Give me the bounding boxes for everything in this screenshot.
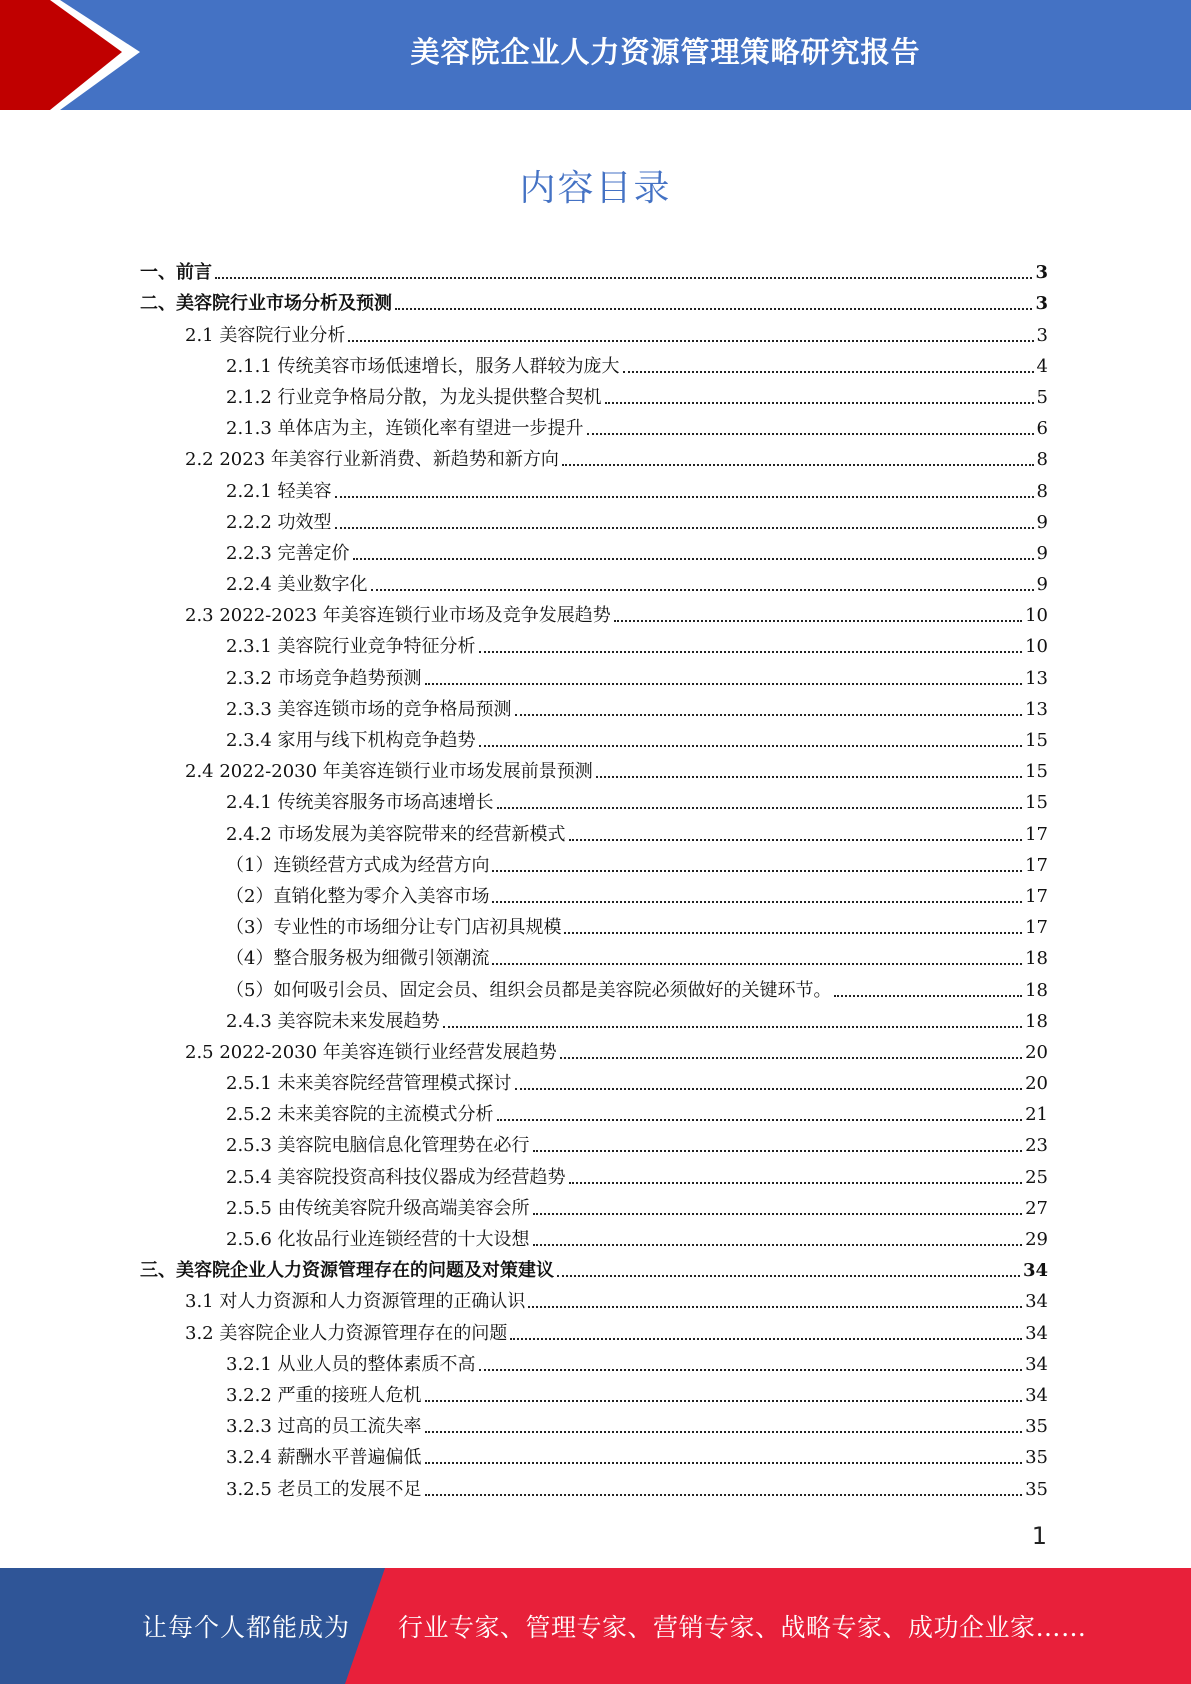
dot-leader	[425, 1494, 1023, 1496]
toc-entry[interactable]	[140, 1251, 1048, 1282]
toc-entry-page: 34	[1025, 1353, 1048, 1375]
toc-entry-page: 34	[1022, 1260, 1048, 1282]
dot-leader	[425, 1400, 1023, 1402]
toc-entry-title: 2.5.5 由传统美容院升级高端美容会所	[226, 1197, 530, 1219]
toc-entry[interactable]	[140, 534, 1048, 565]
toc-entry-title: 2.3.4 家用与线下机构竞争趋势	[226, 730, 476, 751]
toc-entry-title: 2.4.3 美容院未来发展趋势	[226, 1010, 440, 1032]
header-banner	[0, 0, 1191, 110]
toc-entry[interactable]	[140, 1469, 1048, 1500]
toc-entry[interactable]	[140, 846, 1048, 877]
toc-entry-page: 4	[1036, 355, 1048, 377]
dot-leader	[492, 963, 1022, 965]
dot-leader	[834, 995, 1022, 997]
dot-leader	[371, 589, 1034, 591]
toc-entry-title: （3）专业性的市场细分让专门店初具规模	[226, 917, 562, 939]
toc-entry-page: 29	[1025, 1229, 1048, 1250]
toc-entry-title: 2.5 2022-2030 年美容连锁行业经营发展趋势	[185, 1041, 557, 1063]
toc-entry-page: 35	[1025, 1416, 1048, 1438]
dot-leader	[510, 1338, 1022, 1340]
toc-entry[interactable]	[140, 315, 1048, 346]
toc-entry[interactable]	[140, 378, 1048, 409]
toc-entry[interactable]	[140, 721, 1048, 752]
dot-leader	[515, 714, 1023, 716]
toc-entry-page: 20	[1025, 1073, 1048, 1095]
toc-entry-page: 8	[1036, 449, 1048, 471]
toc-entry-title: 一、前言	[140, 262, 212, 284]
dot-leader	[492, 901, 1022, 903]
toc-entry[interactable]	[140, 627, 1048, 658]
toc-entry[interactable]	[140, 814, 1048, 845]
dot-leader	[353, 558, 1034, 560]
toc-entry-title: 3.1 对人力资源和人力资源管理的正确认识	[185, 1291, 526, 1313]
toc-entry[interactable]	[140, 783, 1048, 814]
toc-entry[interactable]	[140, 970, 1048, 1001]
footer-slogan-left: 让每个人都能成为	[142, 1613, 351, 1642]
toc-entry-page: 6	[1036, 418, 1048, 440]
toc-entry[interactable]	[140, 1126, 1048, 1157]
toc-entry-page: 3	[1035, 293, 1048, 315]
toc-entry-title: 2.4.2 市场发展为美容院带来的经营新模式	[226, 823, 566, 845]
toc-entry-title: 二、美容院行业市场分析及预测	[140, 293, 392, 315]
dot-leader	[425, 1462, 1023, 1464]
toc-entry[interactable]	[140, 1282, 1048, 1313]
toc-entry[interactable]	[140, 1157, 1048, 1188]
toc-entry-title: 2.3.1 美容院行业竞争特征分析	[226, 636, 476, 658]
toc-entry[interactable]	[140, 347, 1048, 378]
dot-leader	[479, 745, 1023, 747]
toc-entry-title: 2.1 美容院行业分析	[185, 324, 346, 346]
toc-entry-page: 18	[1025, 979, 1048, 1001]
toc-entry-page: 34	[1025, 1322, 1048, 1344]
toc-entry-page: 34	[1025, 1291, 1048, 1313]
dot-leader	[515, 1088, 1023, 1090]
toc-entry-page: 3	[1036, 324, 1048, 346]
toc-entry[interactable]	[140, 1345, 1048, 1376]
dot-leader	[335, 496, 1034, 498]
toc-entry-page: 17	[1025, 885, 1048, 907]
toc-entry[interactable]	[140, 1002, 1048, 1033]
toc-entry-title: 3.2.2 严重的接班人危机	[226, 1384, 422, 1406]
toc-entry-page: 17	[1025, 917, 1048, 939]
toc-entry-title: 2.1.1 传统美容市场低速增长，服务人群较为庞大	[226, 355, 620, 377]
toc-entry-page: 10	[1025, 605, 1048, 627]
chevron-arrow-icon	[0, 0, 160, 110]
toc-entry[interactable]	[140, 1313, 1048, 1344]
toc-entry-page: 17	[1025, 823, 1048, 845]
dot-leader	[605, 402, 1034, 404]
footer-banner	[0, 1568, 1191, 1684]
toc-entry-page: 34	[1025, 1384, 1048, 1406]
toc-entry-title: 2.4.1 传统美容服务市场高速增长	[226, 792, 494, 814]
dot-leader	[348, 340, 1033, 342]
toc-entry-title: 3.2.1 从业人员的整体素质不高	[226, 1353, 476, 1375]
toc-entry[interactable]	[140, 1064, 1048, 1095]
toc-entry-title: 2.2.4 美业数字化	[226, 574, 368, 596]
toc-entry-page: 23	[1025, 1135, 1048, 1157]
dot-leader	[395, 308, 1032, 310]
toc-entry-page: 15	[1025, 761, 1048, 783]
toc-entry-title: 2.2.1 轻美容	[226, 480, 332, 502]
table-of-contents	[140, 253, 1048, 1501]
page-number: 1	[1031, 1522, 1047, 1550]
toc-entry-page: 9	[1036, 511, 1048, 533]
toc-entry-title: 2.4 2022-2030 年美容连锁行业市场发展前景预测	[185, 761, 593, 783]
toc-entry-title: 2.3.3 美容连锁市场的竞争格局预测	[226, 698, 512, 720]
dot-leader	[596, 776, 1022, 778]
toc-heading: 内容目录	[519, 168, 672, 209]
dot-leader	[623, 371, 1034, 373]
dot-leader	[587, 433, 1034, 435]
dot-leader	[425, 683, 1023, 685]
toc-entry-page: 15	[1025, 730, 1048, 751]
toc-entry-page: 35	[1025, 1478, 1048, 1500]
toc-entry-title: 2.2.3 完善定价	[226, 542, 350, 564]
dot-leader	[557, 1275, 1020, 1277]
dot-leader	[533, 1150, 1023, 1152]
dot-leader	[492, 870, 1022, 872]
toc-entry[interactable]	[140, 908, 1048, 939]
toc-entry[interactable]	[140, 877, 1048, 908]
toc-entry[interactable]	[140, 1438, 1048, 1469]
toc-entry-title: 3.2.4 薪酬水平普遍偏低	[226, 1447, 422, 1469]
toc-entry-page: 25	[1025, 1166, 1048, 1188]
dot-leader	[562, 464, 1034, 466]
toc-entry-page: 18	[1025, 1010, 1048, 1032]
toc-entry[interactable]	[140, 1095, 1048, 1126]
toc-entry-title: 三、美容院企业人力资源管理存在的问题及对策建议	[140, 1260, 554, 1282]
toc-entry-title: 2.2.2 功效型	[226, 511, 332, 533]
dot-leader	[497, 1119, 1023, 1121]
toc-entry[interactable]	[140, 503, 1048, 534]
toc-entry[interactable]	[140, 658, 1048, 689]
toc-entry[interactable]	[140, 253, 1048, 284]
toc-entry-title: 2.5.4 美容院投资高科技仪器成为经营趋势	[226, 1166, 566, 1188]
toc-entry[interactable]	[140, 440, 1048, 471]
toc-entry-page: 3	[1035, 262, 1048, 284]
toc-entry-page: 17	[1025, 854, 1048, 876]
dot-leader	[528, 1306, 1022, 1308]
toc-entry-title: 2.3 2022-2023 年美容连锁行业市场及竞争发展趋势	[185, 605, 611, 627]
dot-leader	[614, 620, 1022, 622]
toc-entry-title: 3.2.5 老员工的发展不足	[226, 1478, 422, 1500]
toc-entry-title: 2.5.1 未来美容院经营管理模式探讨	[226, 1073, 512, 1095]
toc-entry-title: 2.1.2 行业竞争格局分散，为龙头提供整合契机	[226, 386, 602, 408]
dot-leader	[425, 1431, 1023, 1433]
dot-leader	[443, 1026, 1023, 1028]
toc-entry-title: （4）整合服务极为细微引领潮流	[226, 948, 490, 970]
dot-leader	[479, 1369, 1023, 1371]
toc-entry-title: 2.1.3 单体店为主，连锁化率有望进一步提升	[226, 418, 584, 440]
toc-entry-title: （2）直销化整为零介入美容市场	[226, 885, 490, 907]
toc-entry[interactable]	[140, 1033, 1048, 1064]
toc-entry[interactable]	[140, 1407, 1048, 1438]
toc-entry-title: 2.3.2 市场竞争趋势预测	[226, 667, 422, 689]
toc-entry-title: 2.2 2023 年美容行业新消费、新趋势和新方向	[185, 449, 559, 471]
toc-entry-title: 3.2.3 过高的员工流失率	[226, 1416, 422, 1438]
toc-entry-page: 35	[1025, 1447, 1048, 1469]
toc-entry-page: 10	[1025, 636, 1048, 658]
toc-entry[interactable]	[140, 565, 1048, 596]
dot-leader	[564, 932, 1022, 934]
toc-entry-page: 27	[1025, 1197, 1048, 1219]
toc-entry[interactable]	[140, 284, 1048, 315]
dot-leader	[533, 1213, 1023, 1215]
toc-entry-title: 2.5.3 美容院电脑信息化管理势在必行	[226, 1135, 530, 1157]
dot-leader	[497, 807, 1023, 809]
toc-entry[interactable]	[140, 690, 1048, 721]
dot-leader	[560, 1057, 1022, 1059]
toc-entry-page: 18	[1025, 948, 1048, 970]
toc-entry-page: 13	[1025, 698, 1048, 720]
report-title: 美容院企业人力资源管理策略研究报告	[410, 34, 921, 69]
toc-entry-page: 5	[1036, 386, 1048, 408]
toc-entry[interactable]	[140, 596, 1048, 627]
toc-entry-page: 9	[1036, 574, 1048, 596]
dot-leader	[215, 277, 1032, 279]
toc-entry-title: （5）如何吸引会员、固定会员、组织会员都是美容院必须做好的关键环节。	[226, 979, 832, 1001]
dot-leader	[335, 527, 1034, 529]
toc-entry-title: （1）连锁经营方式成为经营方向	[226, 854, 490, 876]
dot-leader	[569, 839, 1023, 841]
toc-entry-page: 20	[1025, 1041, 1048, 1063]
toc-entry-page: 9	[1036, 542, 1048, 564]
dot-leader	[569, 1182, 1023, 1184]
toc-entry-page: 15	[1025, 792, 1048, 814]
dot-leader	[533, 1244, 1023, 1246]
toc-entry-title: 2.5.2 未来美容院的主流模式分析	[226, 1104, 494, 1126]
dot-leader	[479, 651, 1023, 653]
toc-entry-title: 2.5.6 化妆品行业连锁经营的十大设想	[226, 1229, 530, 1250]
toc-entry[interactable]	[140, 1220, 1048, 1251]
toc-entry-page: 8	[1036, 480, 1048, 502]
toc-entry-page: 21	[1025, 1104, 1048, 1126]
toc-entry[interactable]	[140, 939, 1048, 970]
toc-entry[interactable]	[140, 1376, 1048, 1407]
toc-entry[interactable]	[140, 409, 1048, 440]
toc-entry-page: 13	[1025, 667, 1048, 689]
toc-entry[interactable]	[140, 471, 1048, 502]
footer-slogan-right: 行业专家、管理专家、营销专家、战略专家、成功企业家……	[398, 1613, 1087, 1642]
toc-entry[interactable]	[140, 752, 1048, 783]
toc-entry-title: 3.2 美容院企业人力资源管理存在的问题	[185, 1322, 508, 1344]
toc-entry[interactable]	[140, 1189, 1048, 1220]
